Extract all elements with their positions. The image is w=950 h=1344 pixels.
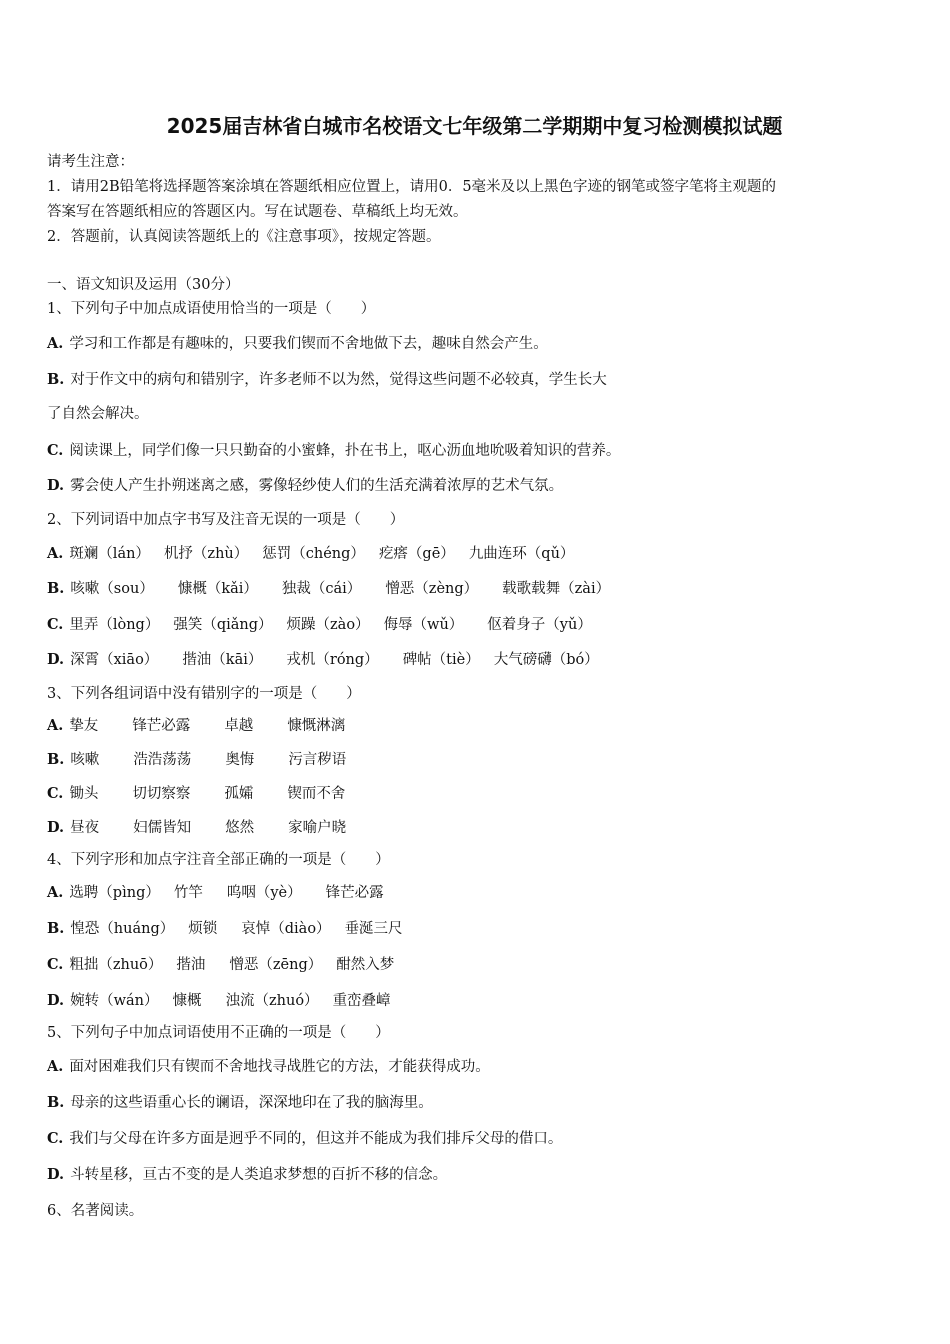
word: 挚友 [69,717,99,734]
word: 慷慨淋漓 [287,717,346,734]
question-1-option-a [47,326,902,362]
option-letter: C. [47,1129,64,1147]
word: 选聘（pìng） [69,884,160,901]
word: 斑斓（lán） [69,545,150,562]
option-letter: B. [47,370,65,388]
word: 家喻户晓 [288,819,347,836]
word: 强笑（qiǎng） [173,616,273,633]
word: 呜咽（yè） [226,884,302,901]
question-2-option-b [47,571,902,607]
word: 侮辱（wǔ） [383,616,464,633]
word: 垂涎三尺 [344,920,403,937]
question-4-stem: 4、下列字形和加点字注音全部正确的一项是（ ） [47,851,390,868]
question-4-option-b [47,911,902,947]
option-letter: A. [47,544,64,562]
option-letter: C. [47,784,64,802]
option-letter: A. [47,716,64,734]
word: 慷概（kǎi） [177,581,258,597]
option-letter: B. [47,580,65,597]
question-3-option-c [47,777,902,811]
option-letter: B. [47,1093,65,1111]
notice-block [47,150,902,250]
word: 锋芒必露 [325,884,384,901]
word: 锲而不舍 [287,785,346,802]
word: 里弄（lòng） [69,616,160,633]
word: 婉转（wán） [70,992,159,1009]
word: 奥悔 [225,751,255,768]
word: 切切察察 [132,785,191,802]
question-2-option-a [47,536,902,572]
option-text: 我们与父母在许多方面是迥乎不同的，但这并不能成为我们排斥父母的借口。 [69,1130,563,1147]
question-4-option-d [47,983,902,1019]
word: 惶恐（huáng） [70,920,175,937]
question-4-option-c [47,947,902,983]
notice-item-2: 2．答题前，认真阅读答题纸上的《注意事项》，按规定答题。 [47,229,441,245]
option-letter: D. [47,991,65,1009]
notice-heading: 请考生注意： [47,154,134,170]
word: 碑帖（tiè） [402,652,480,668]
question-5-stem: 5、下列句子中加点词语使用不正确的一项是（ ） [47,1024,390,1041]
word: 机抒（zhù） [163,545,249,562]
word: 妇儒皆知 [133,819,192,836]
question-3-option-b [47,743,902,777]
word: 伛着身子（yǔ） [487,616,592,633]
question-3-stem: 3、下列各组词语中没有错别字的一项是（ ） [47,685,361,702]
word: 酣然入梦 [336,956,395,973]
page-title: 2025届吉林省白城市名校语文七年级第二学期期中复习检测模拟试题 [166,114,783,138]
word: 咳嗽 [70,751,100,768]
section-heading: 一、语文知识及运用（30分） [47,277,240,293]
word: 揩油（kāi） [182,652,263,668]
option-text: 母亲的这些语重心长的谰语，深深地印在了我的脑海里。 [70,1094,433,1111]
option-letter: A. [47,335,64,352]
option-text: 阅读课上，同学们像一只只勤奋的小蜜蜂，扑在书上，呕心沥血地吮吸着知识的营养。 [69,442,621,459]
option-letter: A. [47,883,64,901]
notice-item-1-line-2: 答案写在答题纸相应的答题区内。写在试题卷、草稿纸上均无效。 [47,204,468,220]
question-1-option-c [47,433,902,469]
word: 锄头 [69,785,99,802]
option-letter: B. [47,750,65,768]
option-letter: C. [47,441,64,459]
option-text: 面对困难我们只有锲而不舍地找寻战胜它的方法，才能获得成功。 [69,1058,490,1075]
word: 粗拙（zhuō） [69,956,163,973]
word: 重峦叠嶂 [332,992,391,1009]
word: 疙瘩（gē） [378,545,455,562]
word: 烦锁 [188,920,218,937]
question-2-option-c [47,607,902,643]
question-5-option-b [47,1085,902,1121]
option-letter: C. [47,955,64,973]
question-2-option-d [47,642,902,678]
word: 烦躁（zào） [286,616,370,633]
question-1-stem: 1、下列句子中加点成语使用恰当的一项是（ ） [47,301,376,317]
question-5-option-d [47,1157,902,1193]
option-letter: D. [47,477,65,494]
option-letter: D. [47,1165,65,1183]
word: 揩油 [176,956,206,973]
word: 深霄（xiāo） [70,652,159,668]
word: 竹竿 [173,884,203,901]
question-2-stem: 2、下列词语中加点字书写及注音无误的一项是（ ） [47,511,405,528]
word: 憎恶（zèng） [385,581,479,597]
word: 戎机（róng） [286,652,379,668]
option-letter: B. [47,919,65,937]
option-letter: C. [47,615,64,633]
question-4-option-a [47,875,902,911]
word: 浩浩荡荡 [133,751,192,768]
option-text: 斗转星移，亘古不变的是人类追求梦想的百折不移的信念。 [70,1166,448,1183]
notice-item-1-line-1: 1．请用2B铅笔将选择题答案涂填在答题纸相应位置上，请用0．5毫米及以上黑色字迹的钢笔或签字笔将主观题的 [47,179,777,195]
option-text: 对于作文中的病句和错别字，许多老师不以为然，觉得这些问题不必较真，学生长大 [70,371,607,388]
question-1-option-b [47,362,902,398]
word: 孤孀 [224,785,254,802]
word: 污言秽语 [288,751,347,768]
option-letter: D. [47,651,65,668]
question-1-option-b-continued: 了自然会解决。 [47,406,149,422]
word: 大气磅礴（bó） [493,652,599,668]
option-letter: A. [47,1057,64,1075]
word: 慷概 [172,992,202,1009]
option-text: 学习和工作都是有趣味的，只要我们锲而不舍地做下去，趣味自然会产生。 [69,336,548,352]
question-3-option-d [47,811,902,845]
word: 独裁（cái） [281,581,362,597]
word: 昼夜 [70,819,100,836]
word: 憎恶（zēng） [229,956,323,973]
option-text: 雾会使人产生扑朔迷离之感，雾像轻纱使人们的生活充满着浓厚的艺术气氛。 [70,478,564,494]
word: 哀悼（diào） [241,920,331,937]
word: 咳嗽（sou） [70,581,154,597]
question-5-option-a [47,1049,902,1085]
question-3-option-a [47,709,902,743]
word: 锋芒必露 [132,717,191,734]
option-letter: D. [47,818,65,836]
question-5-option-c [47,1121,902,1157]
word: 悠然 [225,819,255,836]
word: 浊流（zhuó） [225,992,319,1009]
question-6-stem: 6、名著阅读。 [47,1202,144,1219]
question-1-option-d [47,468,902,504]
word: 卓越 [224,717,254,734]
word: 惩罚（chéng） [262,545,365,562]
word: 载歌载舞（zài） [502,581,611,597]
word: 九曲连环（qǔ） [468,545,575,562]
